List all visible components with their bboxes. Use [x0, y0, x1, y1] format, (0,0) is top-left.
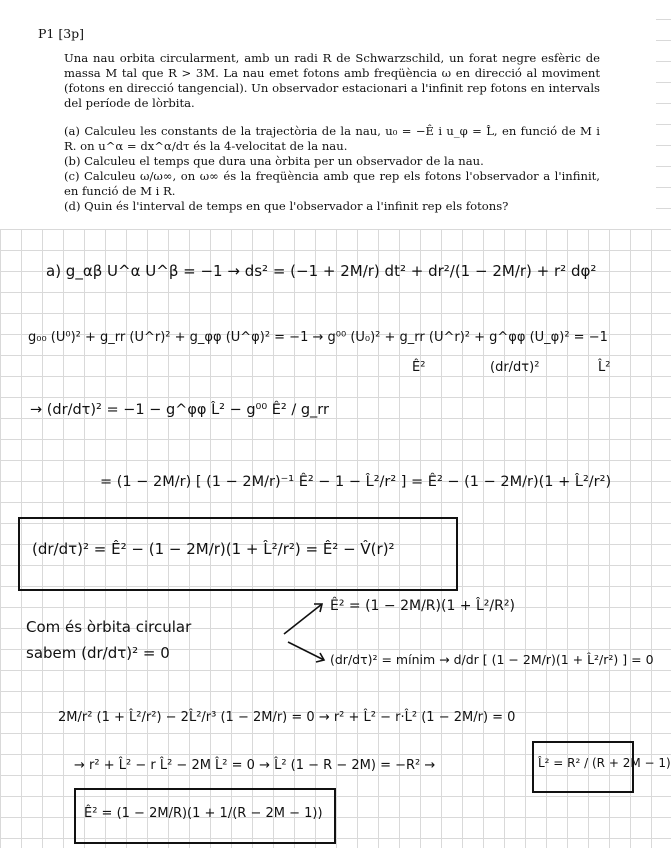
part-c: (c) Calculeu ω/ω∞, on ω∞ és la freqüència amb que rep els fotons l'observador a l'infinit, en funció de M i R. [64, 169, 600, 198]
radial-equation: → (dr/dτ)² = −1 − g^φφ L̂² − g⁰⁰ Ê² / g_rr [30, 402, 329, 418]
radial-term-label: (dr/dτ)² [490, 360, 540, 375]
part-d: (d) Quin és l'interval de temps en que l'observador a l'infinit rep els fotons? [64, 199, 509, 213]
part-b: (b) Calculeu el temps que dura una òrbita per un observador de la nau. [64, 154, 484, 168]
expanded-equation: = (1 − 2M/r) [ (1 − 2M/r)⁻¹ Ê² − 1 − L̂²/r² ] = Ê² − (1 − 2M/r)(1 + L̂²/r²) [100, 474, 612, 490]
problem-intro: Una nau orbita circularment, amb un radi R de Schwarzschild, un forat negre esfèric de massa M tal que R > 3M. La nau emet fotons amb freqüència ω en direcció al moviment (fotons en direcció tangencial). Un observador estacionari a l'infinit rep fotons en intervals del període de lòrbita. [64, 51, 600, 110]
norm-line: g₀₀ (U⁰)² + g_rr (U^r)² + g_φφ (U^φ)² = −1 → g⁰⁰ (U₀)² + g_rr (U^r)² + g^φφ (U_φ)² = −1 [28, 330, 608, 345]
angular-momentum-derivation: → r² + L̂² − r L̂² − 2M L̂² = 0 → L̂² (1 − R − 2M) = −R² → [74, 758, 436, 773]
minimum-condition-eq: (dr/dτ)² = mínim → d/dr [ (1 − 2M/r)(1 + L̂²/r²) ] = 0 [330, 652, 654, 667]
energy-circular-eq: Ê² = (1 − 2M/R)(1 + L̂²/R²) [330, 598, 515, 614]
momentum-term-label: L̂² [598, 360, 611, 375]
energy-term-label: Ê² [412, 360, 426, 375]
derivative-expansion: 2M/r² (1 + L̂²/r²) − 2L̂²/r³ (1 − 2M/r) = 0 → r² + L̂² − r·L̂² (1 − 2M/r) = 0 [58, 710, 516, 725]
part-a: (a) Calculeu les constants de la trajectòria de la nau, u₀ = −Ê i u_φ = L̂, en funció de M i R. on u^α = dx^α/dτ és la 4-velocitat de la nau. [64, 124, 600, 153]
problem-heading: P1 [3p] [38, 26, 85, 41]
energy-result: Ê² = (1 − 2M/R)(1 + 1/(R − 2M − 1)) [84, 806, 323, 821]
metric-line: a) g_αβ U^α U^β = −1 → ds² = (−1 + 2M/r) dt² + dr²/(1 − 2M/r) + r² dφ² [46, 262, 597, 280]
circular-orbit-condition: sabem (dr/dτ)² = 0 [26, 644, 170, 662]
angular-momentum-result: L̂² = R² / (R + 2M − 1) [538, 756, 671, 770]
effective-potential-equation: (dr/dτ)² = Ê² − (1 − 2M/r)(1 + L̂²/r²) = Ê² − V̂(r)² [32, 540, 395, 558]
circular-orbit-text: Com és òrbita circular [26, 618, 192, 636]
